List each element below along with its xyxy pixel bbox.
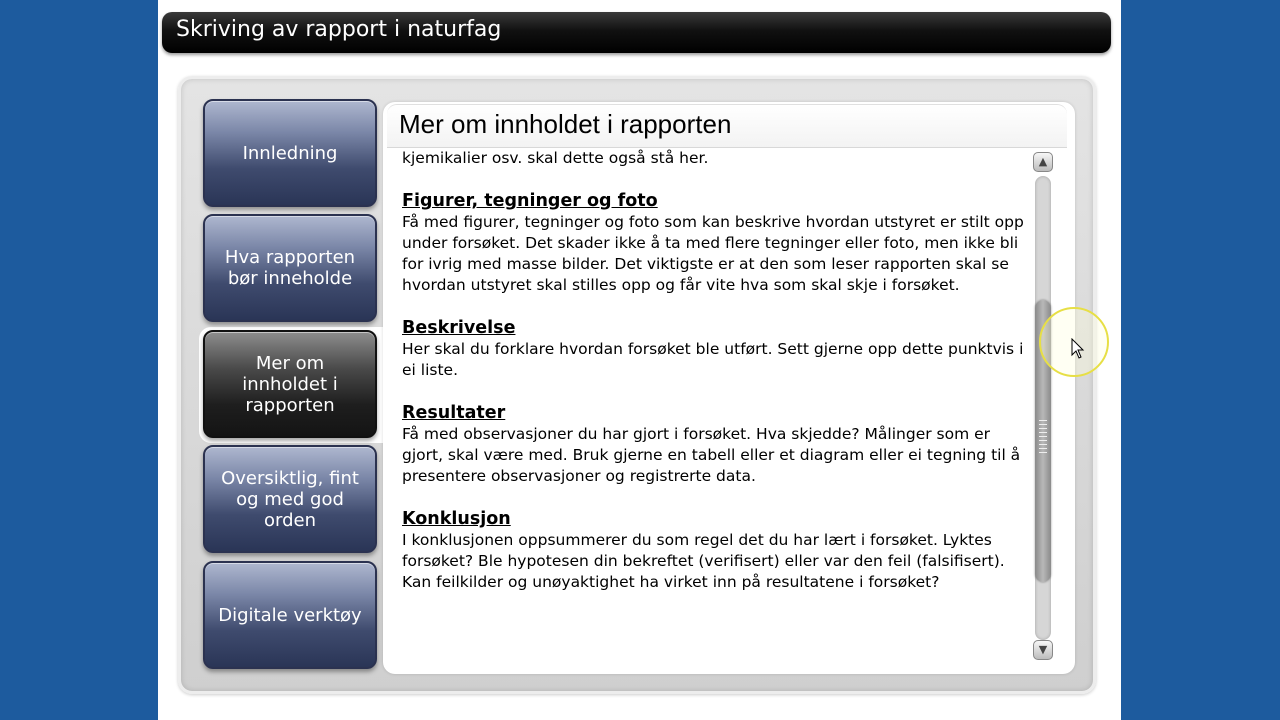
section-body: Få med observasjoner du har gjort i forsøket. Hva skjedde? Målinger som er gjort, skal være med. Bruk gjerne en tabell eller et diagram eller ei tegning til å presentere observasjoner og registrerte data. [402, 425, 1021, 485]
nav-button-oversiktlig[interactable] [203, 445, 377, 553]
nav-button-label: Oversiktlig, fint og med god orden [221, 467, 359, 531]
main-frame [178, 76, 1096, 694]
app-stage [158, 0, 1121, 720]
nav-button-label: Digitale verktøy [218, 604, 362, 626]
section-heading: Figurer, tegninger og foto [402, 191, 658, 211]
content-header [387, 104, 1067, 148]
grip-icon [1039, 420, 1047, 454]
scrollbar[interactable] [1032, 152, 1054, 664]
content-panel [383, 102, 1075, 674]
nav-button-hva-rapporten[interactable] [203, 214, 377, 322]
section-heading: Konklusjon [402, 509, 511, 529]
mouse-pointer-icon [1071, 338, 1085, 360]
section-body: Her skal du forklare hvordan forsøket ble utført. Sett gjerne opp dette punktvis i ei liste. [402, 340, 1024, 379]
chevron-up-icon: ▲ [1038, 155, 1048, 168]
nav-button-innledning[interactable] [203, 99, 377, 207]
scroll-up-button[interactable] [1033, 152, 1053, 172]
intro-text: kjemikalier osv. skal dette også stå her. [402, 149, 709, 167]
section-body: I konklusjonen oppsummerer du som regel det du har lært i forsøket. Lyktes forsøket? Ble hypotesen din bekreftet (verifisert) eller var den feil (falsifisert). Kan feilkilder og unøyaktighet ha virket inn på resultatene i forsøket? [402, 531, 1005, 591]
nav-button-mer-om-innholdet[interactable] [203, 330, 377, 438]
nav-button-digitale-verktoy[interactable] [203, 561, 377, 669]
section-body: Få med figurer, tegninger og foto som kan beskrive hvordan utstyret er stilt opp under forsøket. Det skader ikke å ta med flere tegninger eller foto, men ikke bli for ivrig med masse bilder. Det viktigste er at den som leser rapporten skal se hvordan utstyret skal stilles opp og får vite hva som skal skje i forsøket. [402, 213, 1024, 294]
section-heading: Beskrivelse [402, 318, 516, 338]
app-title: Skriving av rapport i naturfag [176, 17, 502, 42]
scroll-down-button[interactable] [1033, 640, 1053, 660]
chevron-down-icon: ▼ [1038, 643, 1048, 656]
app-title-bar [162, 12, 1111, 53]
section-heading: Resultater [402, 403, 506, 423]
content-text [402, 148, 1032, 648]
nav-button-label: Mer om innholdet i rapporten [242, 352, 338, 416]
nav-button-label: Hva rapporten bør inneholde [224, 247, 356, 289]
content-title: Mer om innholdet i rapporten [399, 109, 732, 139]
nav-button-label: Innledning [242, 142, 338, 164]
